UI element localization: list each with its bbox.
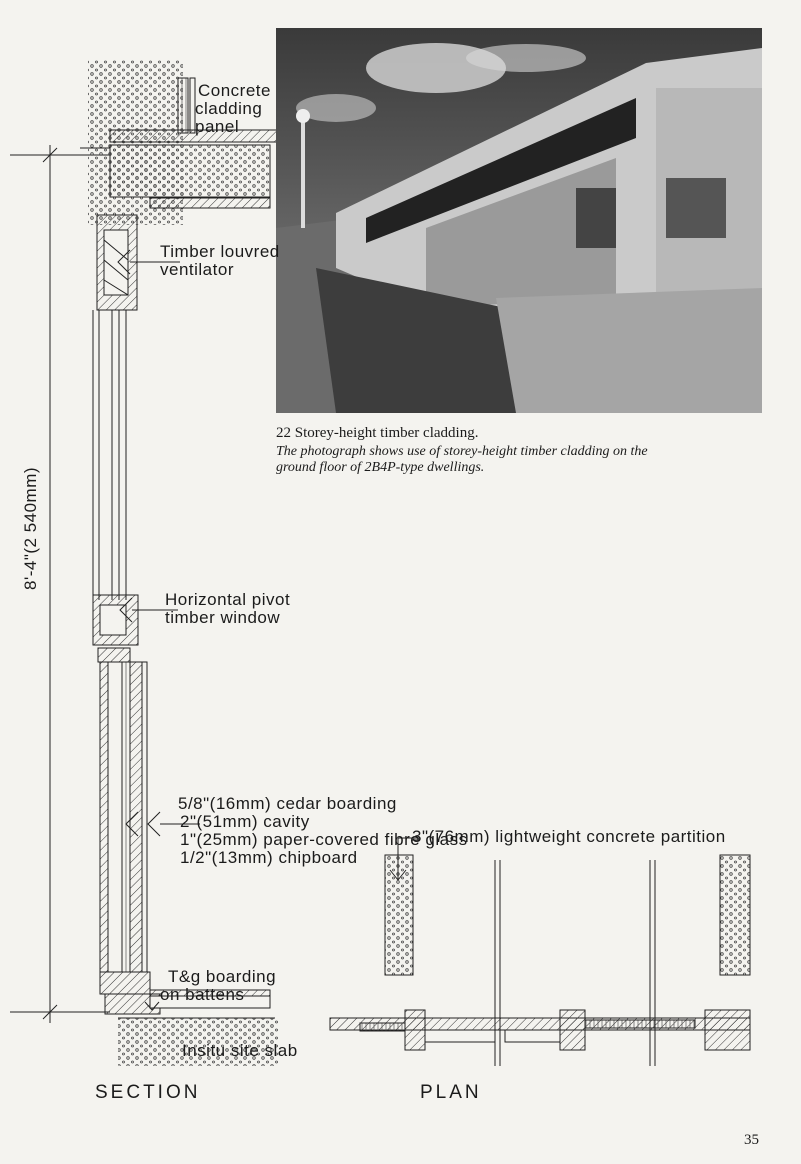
- louvred-label-2: ventilator: [160, 260, 234, 279]
- building-photograph: [276, 28, 762, 413]
- tg-boarding-label-1: T&g boarding: [168, 967, 277, 986]
- boarding-label-3: 1"(25mm) paper-covered fibre glass: [180, 830, 468, 849]
- partition-label: 3"(76mm) lightweight concrete partition: [412, 827, 726, 846]
- caption-body-2: ground floor of 2B4P-type dwellings.: [276, 460, 485, 475]
- concrete-label-1: Concrete: [198, 81, 271, 100]
- concrete-label-3: panel: [195, 117, 240, 136]
- louvred-label-1: Timber louvred: [160, 242, 280, 261]
- tg-boarding-label-2: on battens: [160, 985, 245, 1004]
- concrete-label-2: cladding: [195, 99, 263, 118]
- caption-title: 22 Storey-height timber cladding.: [276, 425, 479, 441]
- page-number: 35: [744, 1132, 759, 1148]
- plan-heading: PLAN: [420, 1082, 482, 1103]
- window-frame: [93, 310, 126, 600]
- boarding-label-4: 1/2"(13mm) chipboard: [180, 848, 358, 867]
- boarding-label-2: 2"(51mm) cavity: [180, 812, 310, 831]
- plan-drawing: [330, 838, 750, 1066]
- boarding-label-1: 5/8"(16mm) cedar boarding: [178, 794, 397, 813]
- insitu-slab-label: Insitu site slab: [182, 1041, 298, 1060]
- caption-body-1: The photograph shows use of storey-height timber cladding on the: [276, 444, 648, 459]
- height-dimension-label: 8'-4"(2 540mm): [21, 466, 40, 590]
- pivot-window-label-2: timber window: [165, 608, 281, 627]
- section-heading: SECTION: [95, 1082, 201, 1103]
- pivot-window-label-1: Horizontal pivot: [165, 590, 291, 609]
